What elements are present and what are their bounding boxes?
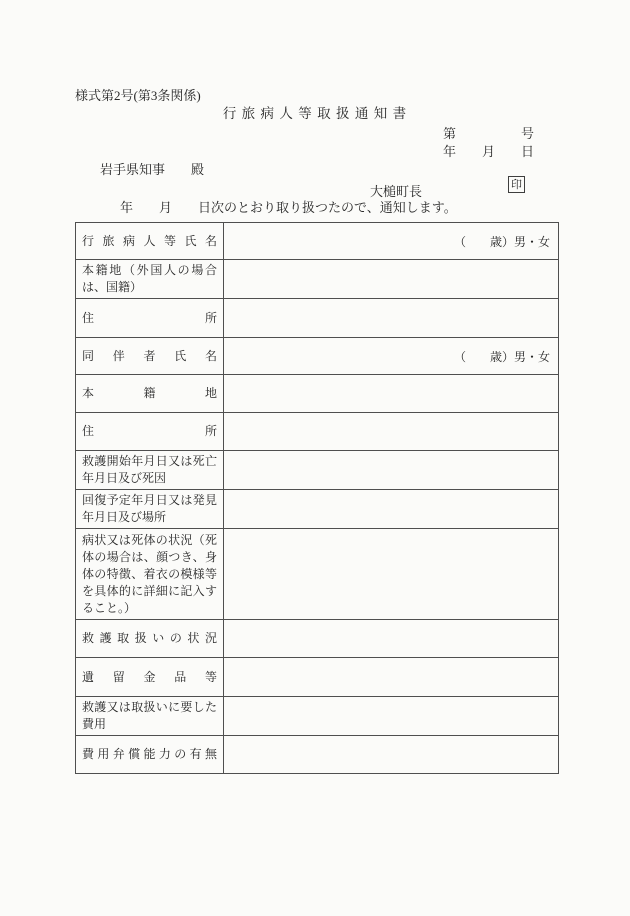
label-address: 住 所 (76, 299, 224, 338)
label-companion-domicile: 本 籍 地 (76, 375, 224, 413)
table-row (76, 529, 559, 620)
label-sick-traveler-name: 行 旅 病 人 等 氏 名 (76, 223, 224, 260)
label-companion-address: 住 所 (76, 413, 224, 451)
table-row (76, 451, 559, 490)
addressee-line: 岩手県知事 殿 (100, 162, 205, 177)
label-rescue-start-or-death-date: 救護開始年月日又は死亡年月日及び死因 (76, 451, 224, 490)
table-row (76, 697, 559, 736)
value-companion-age-sex: （ 歳）男・女 (224, 338, 559, 375)
label-registered-domicile-nationality: 本籍地（外国人の場合は、国籍） (76, 260, 224, 299)
label-companion-name: 同 伴 者 氏 名 (76, 338, 224, 375)
table-row (76, 375, 559, 413)
label-recovery-or-discovery-date: 回復予定年月日又は発見年月日及び場所 (76, 490, 224, 529)
value-sick-traveler-age-sex: （ 歳）男・女 (224, 223, 559, 260)
value-rescue-handling-status (224, 620, 559, 658)
document-serial-line: 第 号 (443, 126, 535, 141)
value-rescue-start-or-death-date (224, 451, 559, 490)
value-reimbursement-ability (224, 736, 559, 774)
value-registered-domicile-nationality (224, 260, 559, 299)
table-row (76, 223, 559, 260)
table-row (76, 260, 559, 299)
table-row (76, 620, 559, 658)
table-row (76, 338, 559, 375)
label-reimbursement-ability: 費 用 弁 償 能 力 の 有 無 (76, 736, 224, 774)
form-table (75, 222, 559, 774)
value-address (224, 299, 559, 338)
value-left-money-and-articles (224, 658, 559, 697)
table-row (76, 490, 559, 529)
sender-title: 大槌町長 (370, 184, 423, 199)
label-condition-or-body-description: 病状又は死体の状況（死体の場合は、顔つき、身体の特徴、着衣の模様等を具体的に詳細に記入すること。） (76, 529, 224, 620)
label-left-money-and-articles: 遺 留 金 品 等 (76, 658, 224, 697)
label-rescue-handling-status: 救 護 取 扱 い の 状 況 (76, 620, 224, 658)
label-expenses-required: 救護又は取扱いに要した費用 (76, 697, 224, 736)
value-companion-domicile (224, 375, 559, 413)
seal-mark: 印 (508, 176, 525, 193)
table-row (76, 658, 559, 697)
table-row (76, 299, 559, 338)
table-row (76, 736, 559, 774)
value-condition-or-body-description (224, 529, 559, 620)
document-date-line: 年 月 日 (443, 144, 535, 159)
form-style-number: 様式第2号(第3条関係) (75, 88, 201, 103)
value-recovery-or-discovery-date (224, 490, 559, 529)
document-title: 行 旅 病 人 等 取 扱 通 知 書 (222, 106, 408, 121)
notification-sentence: 年 月 日次のとおり取り扱つたので、通知します。 (120, 200, 457, 215)
table-row (76, 413, 559, 451)
value-expenses-required (224, 697, 559, 736)
value-companion-address (224, 413, 559, 451)
